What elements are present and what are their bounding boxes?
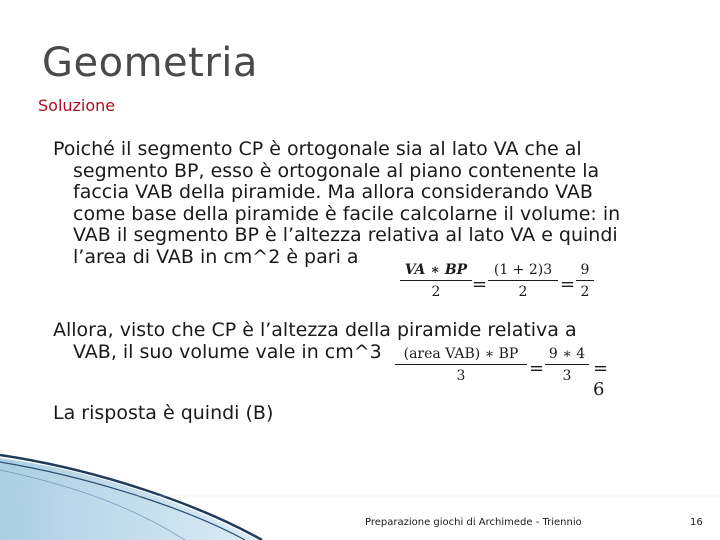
result: = 6: [593, 358, 609, 400]
numerator: 9: [580, 262, 590, 278]
paragraph-line: VAB, il suo volume vale in cm^3: [73, 340, 382, 363]
paragraph-line: VAB il segmento BP è l’altezza relativa al lato VA e quindi: [73, 224, 618, 246]
fraction: [488, 262, 558, 300]
denominator: 2: [580, 284, 590, 300]
fraction-bar: [576, 280, 594, 281]
paragraph-line: Allora, visto che CP è l’altezza della piramide relativa a: [53, 319, 577, 341]
fraction-bar: [545, 364, 589, 365]
solution-paragraph-1: [53, 139, 693, 268]
denominator: 2: [431, 284, 441, 300]
equals-sign: =: [529, 358, 545, 379]
fraction: [576, 262, 594, 300]
paragraph-line: l’area di VAB in cm^2 è pari a: [73, 245, 359, 268]
footer-text: Preparazione giochi di Archimede - Triennio: [365, 517, 582, 528]
paragraph-line: segmento BP, esso è ortogonale al piano contenente la: [73, 159, 600, 182]
numerator: VA ∗ BP: [404, 262, 468, 278]
slide-subtitle: Soluzione: [38, 96, 116, 115]
numerator: (1 + 2)3: [493, 262, 553, 278]
solution-conclusion: [53, 403, 693, 425]
slide-title: Geometria: [42, 40, 258, 86]
fraction: [395, 346, 527, 384]
denominator: 3: [456, 368, 466, 384]
numerator: 9 ∗ 4: [548, 346, 586, 362]
paragraph-line: faccia VAB della piramide. Ma allora considerando VAB: [73, 181, 593, 203]
denominator: 2: [518, 284, 528, 300]
fraction: [400, 262, 472, 300]
paragraph-line: come base della piramide è facile calcolarne il volume: in: [73, 202, 621, 225]
equals-sign: =: [472, 274, 488, 295]
paragraph-line: Poiché il segmento CP è ortogonale sia al lato VA che al: [53, 138, 582, 160]
fraction-bar: [395, 364, 527, 365]
area-formula: [400, 262, 600, 306]
fraction-bar: [488, 280, 558, 281]
fraction-bar: [400, 280, 472, 281]
equals-sign: =: [560, 274, 576, 295]
denominator: 3: [562, 368, 572, 384]
page-number: 16: [690, 517, 703, 528]
fraction: [545, 346, 589, 384]
answer-text: La risposta è quindi (B): [53, 402, 274, 424]
numerator: (area VAB) ∗ BP: [403, 346, 519, 362]
volume-formula: [395, 346, 625, 400]
